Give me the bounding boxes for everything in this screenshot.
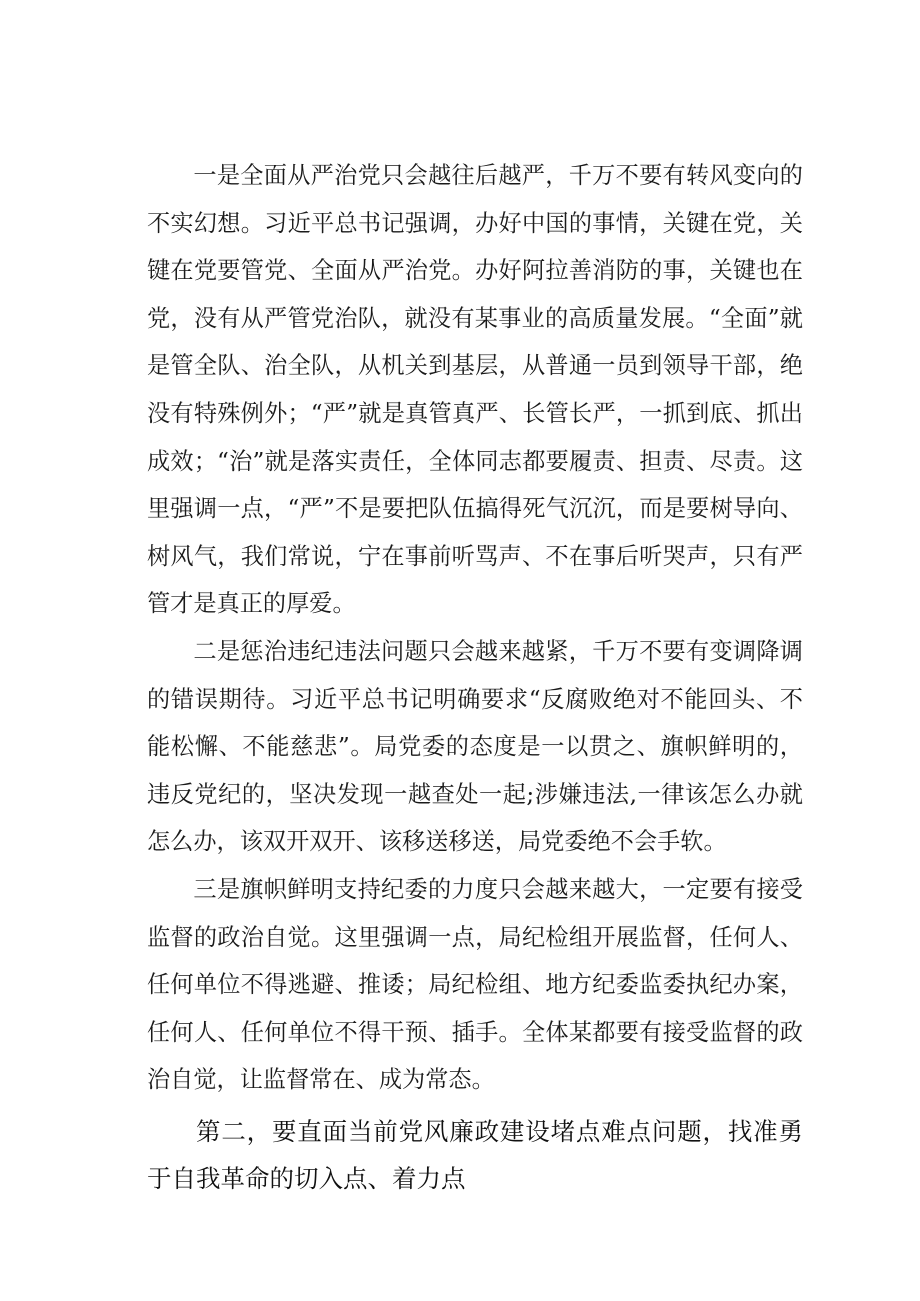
paragraph-3: 三是旗帜鲜明支持纪委的力度只会越来越大，一定要有接受监督的政治自觉。这里强调一点，局纪检组开展监督，任何人、任何单位不得逃避、推诿；局纪检组、地方纪委监委执纪办案，任何人、任何单位不得干预、插手。全体某都要有接受监督的政治自觉，让监督常在、成为常态。 (147, 875, 803, 1094)
section-heading: 第二，要直面当前党风廉政建设堵点难点问题，找准勇于自我革命的切入点、着力点 (147, 1116, 803, 1193)
document-body (147, 152, 803, 1202)
paragraph-2: 二是惩治违纪违法问题只会越来越紧，千万不要有变调降调的错误期待。习近平总书记明确要求“反腐败绝对不能回头、不能松懈、不能慈悲”。局党委的态度是一以贯之、旗帜鲜明的，违反党纪的，坚决发现一越查处一起;涉嫌违法,一律该怎么办就怎么办，该双开双开、该移送移送，局党委绝不会手软。 (147, 637, 803, 856)
paragraph-1: 一是全面从严治党只会越往后越严，千万不要有转风变向的不实幻想。习近平总书记强调，办好中国的事情，关键在党，关键在党要管党、全面从严治党。办好阿拉善消防的事，关键也在党，没有从严管党治队，就没有某事业的高质量发展。“全面”就是管全队、治全队，从机关到基层，从普通一员到领导干部，绝没有特殊例外；“严”就是真管真严、长管长严，一抓到底、抓出成效；“治”就是落实责任，全体同志都要履责、担责、尽责。这里强调一点，“严”不是要把队伍搞得死气沉沉，而是要树导向、树风气，我们常说，宁在事前听骂声、不在事后听哭声，只有严管才是真正的厚爱。 (147, 162, 803, 618)
